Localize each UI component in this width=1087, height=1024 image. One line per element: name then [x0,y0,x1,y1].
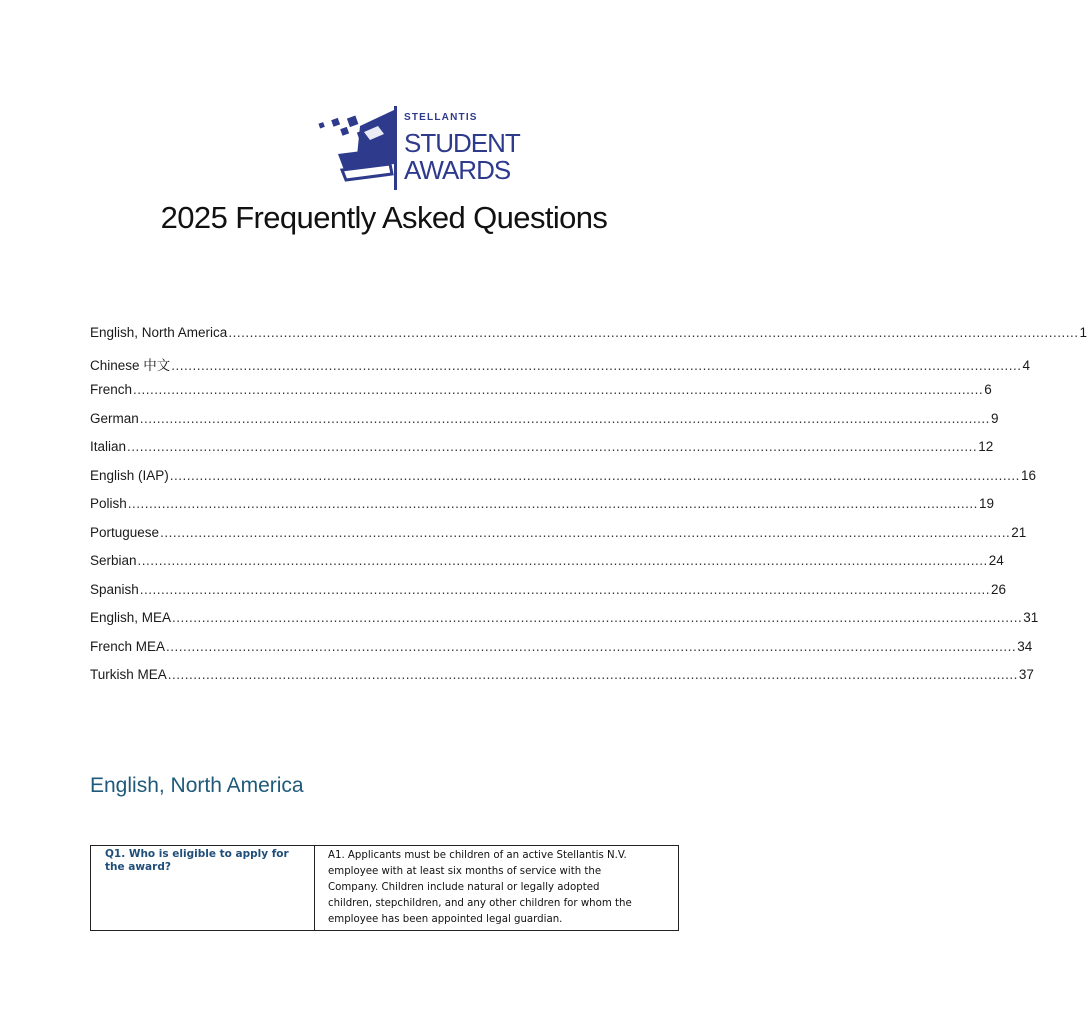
faq-answer-line: A1. Applicants must be children of an active Stellantis N.V. [328,850,627,861]
toc-entry-german[interactable] [90,410,999,440]
toc-page-number: 6 [984,382,992,397]
faq-answer-line: Company. Children include natural or legally adopted [328,882,600,893]
toc-entry-chinese[interactable] [90,354,1030,383]
section-heading: English, North America [90,774,304,797]
toc-label: Turkish MEA [90,667,167,682]
toc-entry-french[interactable] [90,382,992,411]
toc-entry-english-mea[interactable] [90,610,1039,639]
toc-page-number: 19 [978,496,994,511]
logo-graphic [316,104,520,192]
toc-entry-serbian[interactable] [90,553,1004,582]
toc-leader [166,639,1016,654]
toc-leader [140,411,990,426]
toc-page-number: 26 [990,581,1006,597]
toc-entry-english-north-america[interactable] [90,325,1087,354]
toc-page-number: 9 [990,410,999,426]
toc-page-number: 31 [1023,610,1039,625]
toc-entry-french-mea[interactable] [90,638,1033,668]
toc-leader [172,610,1022,625]
toc-page-number: 12 [978,439,994,454]
toc-entry-polish[interactable] [90,496,994,525]
toc-page-number: 37 [1018,667,1034,682]
toc-entry-turkish-mea[interactable] [90,667,1034,696]
toc-leader [133,382,983,397]
toc-leader [170,468,1020,483]
faq-answer [315,846,679,931]
toc-label: Portuguese [90,524,160,540]
toc-page-number: 16 [1020,467,1036,483]
toc-label: English, MEA [90,610,172,625]
faq-question: Q1. Who is eligible to apply for the award? [91,846,315,931]
faq-table [90,845,679,931]
logo-line1: STUDENT [404,128,520,158]
toc-label: French [90,382,133,397]
toc-leader [171,358,1021,373]
toc-leader [138,553,988,568]
document-title: 2025 Frequently Asked Questions [160,200,608,235]
faq-answer-line: employee has been appointed legal guardian. [328,914,563,925]
toc-page-number: 4 [1022,357,1030,373]
toc-page-number: 21 [1011,524,1027,540]
toc-leader [127,439,977,454]
toc-leader [128,496,978,511]
toc-label: German [90,410,139,426]
toc-entry-portuguese[interactable] [90,524,1027,554]
toc-label: Serbian [90,553,137,568]
toc-leader [140,582,990,597]
toc-label: Chinese 中文 [90,357,171,373]
toc-entry-spanish[interactable] [90,581,1006,611]
toc-label: English, North America [90,325,228,340]
toc-leader [168,667,1018,682]
toc-label: Polish [90,496,127,511]
toc-label: English (IAP) [90,467,169,483]
toc-entry-english-iap[interactable] [90,467,1036,497]
toc-entry-italian[interactable] [90,439,994,468]
faq-answer-line: children, stepchildren, and any other children for whom the [328,898,632,909]
faq-row [91,846,679,931]
toc-page-number: 24 [988,553,1004,568]
toc-leader [160,525,1010,540]
stellantis-student-awards-logo [316,104,520,192]
toc-leader [228,325,1078,340]
table-of-contents [90,325,1087,696]
toc-label: French MEA [90,638,166,654]
toc-label: Spanish [90,581,139,597]
faq-answer-line: employee with at least six months of service with the [328,866,602,877]
logo-line2: AWARDS [404,155,511,185]
toc-page-number: 34 [1017,638,1033,654]
toc-page-number: 1 [1079,325,1087,340]
logo-brand: STELLANTIS [404,112,478,123]
toc-label: Italian [90,439,127,454]
